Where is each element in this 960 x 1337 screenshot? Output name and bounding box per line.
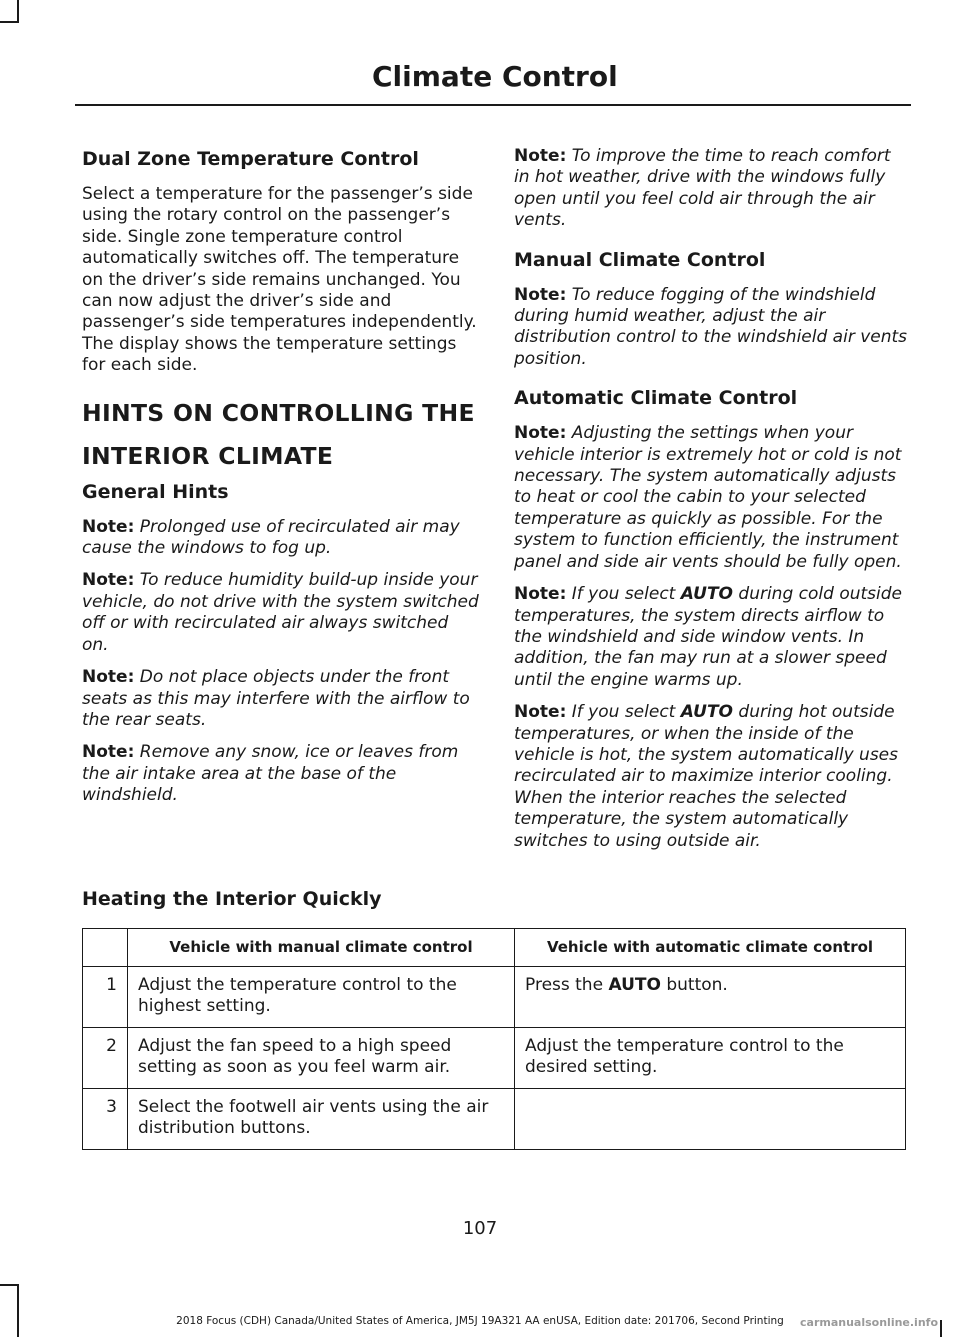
note-5: Note: To improve the time to reach comfort in hot weather, drive with the windows fully open until you feel cold air through the air vents.: [514, 146, 891, 231]
table-row: [83, 1089, 906, 1150]
manual-step: Select the footwell air vents using the air distribution buttons.: [128, 1089, 515, 1150]
crop-mark: [0, 1284, 19, 1286]
watermark: carmanualsonline.info: [800, 1316, 938, 1329]
row-number: 3: [83, 1089, 128, 1150]
heading-general-hints: General Hints: [82, 480, 229, 503]
heading-manual-climate: Manual Climate Control: [514, 248, 766, 271]
heading-dual-zone: Dual Zone Temperature Control: [82, 148, 419, 170]
manual-step: Adjust the temperature control to the highest setting.: [128, 967, 515, 1028]
header-divider: [75, 104, 911, 106]
heating-table: [82, 928, 906, 1150]
note-2: Note: To reduce humidity build-up inside your vehicle, do not drive with the system switched off or with recirculated air always switched on.: [82, 570, 479, 655]
table-header-blank: [83, 929, 128, 967]
paragraph-dual-zone: Select a temperature for the passenger’s side using the rotary control on the passenger’s side. Single zone temperature control automatically switches off. The temperature on the driver’s side remains unchanged. You can now adjust the driver’s side and passenger’s side temperatures independently. The display shows the temperature settings for each side.: [82, 184, 477, 376]
table-row: [83, 967, 906, 1028]
heading-heating-quickly: Heating the Interior Quickly: [82, 888, 382, 910]
table-header-automatic: Vehicle with automatic climate control: [515, 929, 906, 967]
note-8: Note: If you select AUTO during cold outside temperatures, the system directs airflow to the windshield and side window vents. In addition, the fan may run at a slower speed until the engine warms up.: [514, 584, 902, 690]
automatic-step: [515, 1089, 906, 1150]
table-header-manual: Vehicle with manual climate control: [128, 929, 515, 967]
footer-edition: 2018 Focus (CDH) Canada/United States of America, JM5J 19A321 AA enUSA, Edition date: 201706, Second Printing: [176, 1315, 784, 1327]
note-4: Note: Remove any snow, ice or leaves from the air intake area at the base of the windshield.: [82, 742, 459, 806]
note-1: Note: Prolonged use of recirculated air may cause the windows to fog up.: [82, 516, 460, 559]
page-number: 107: [462, 1218, 498, 1239]
note-7: Note: Adjusting the settings when your vehicle interior is extremely hot or cold is not necessary. The system automatically adjusts to heat or cool the cabin to your selected temperature as quickly as possible. For the system to function efficiently, the instrument panel and side air vents should be fully open.: [514, 423, 902, 572]
page-title: Climate Control: [372, 60, 618, 93]
crop-mark: [17, 1284, 19, 1337]
table-row: [83, 1028, 906, 1089]
note-6: Note: To reduce fogging of the windshield during humid weather, adjust the air distribution control to the windshield air vents position.: [514, 284, 908, 369]
crop-mark: [17, 0, 19, 22]
automatic-step: Adjust the temperature control to the desired setting.: [515, 1028, 906, 1089]
heading-automatic-climate: Automatic Climate Control: [514, 387, 798, 410]
note-3: Note: Do not place objects under the front seats as this may interfere with the airflow to the rear seats.: [82, 667, 470, 730]
crop-mark: [0, 21, 19, 23]
section-heading-hints: HINTS ON CONTROLLING THE INTERIOR CLIMATE: [82, 398, 475, 470]
row-number: 2: [83, 1028, 128, 1089]
right-column: [514, 146, 910, 863]
row-number: 1: [83, 967, 128, 1028]
note-9: Note: If you select AUTO during hot outside temperatures, or when the inside of the vehicle is hot, the system automatically uses recirculated air to maximize interior cooling. When the interior reaches the selected temperature, the system automatically switches to using outside air.: [514, 702, 898, 851]
manual-step: Adjust the fan speed to a high speed setting as soon as you feel warm air.: [128, 1028, 515, 1089]
table-header-row: [83, 929, 906, 967]
automatic-step: Press the AUTO button.: [515, 967, 906, 1028]
left-column: [82, 146, 480, 818]
